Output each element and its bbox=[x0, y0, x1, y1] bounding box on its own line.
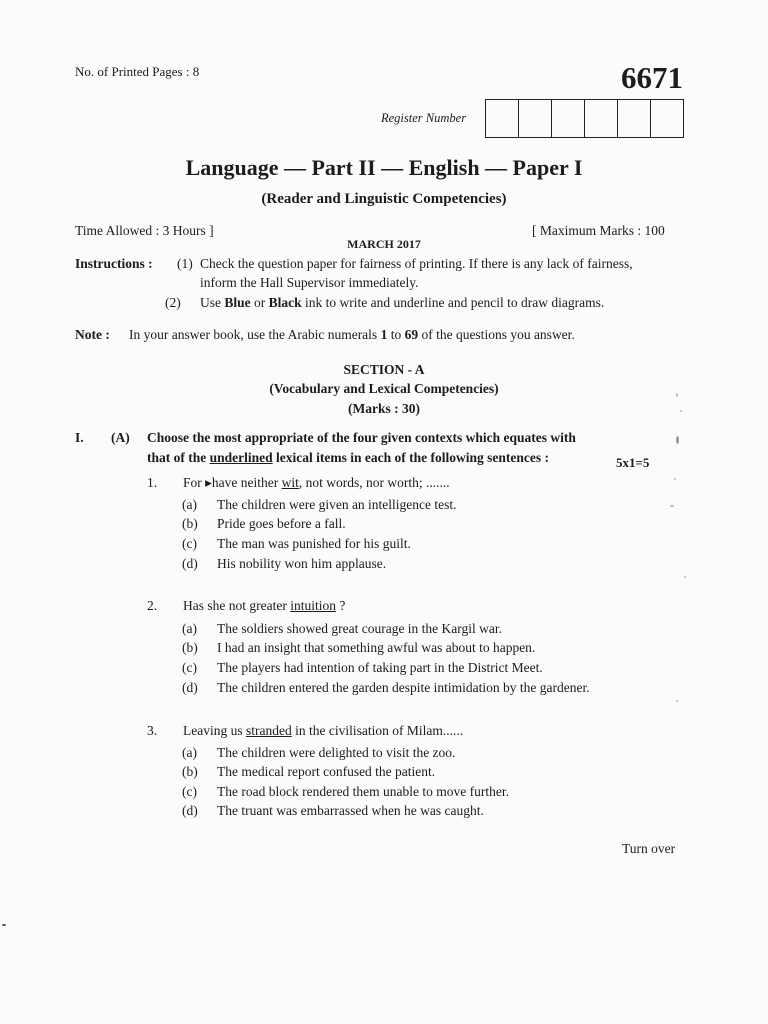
option-label: (a) bbox=[182, 621, 197, 636]
option-label: (b) bbox=[182, 764, 198, 779]
option-label: (c) bbox=[182, 784, 197, 799]
option-label: (d) bbox=[182, 803, 198, 818]
paper-subtitle: (Reader and Linguistic Competencies) bbox=[261, 191, 507, 207]
register-digit-box bbox=[617, 100, 650, 137]
register-number-label: Register Number bbox=[381, 111, 467, 125]
register-digit-box bbox=[650, 100, 683, 137]
register-digit-box bbox=[551, 100, 584, 137]
option-text: The children were given an intelligence test. bbox=[217, 497, 457, 512]
instruction-number: (2) bbox=[165, 295, 181, 310]
register-digit-box bbox=[584, 100, 617, 137]
paper-code: 6671 bbox=[621, 60, 683, 95]
question-marks: 5x1=5 bbox=[616, 455, 650, 470]
option-text: The players had intention of taking part in the District Meet. bbox=[217, 660, 543, 675]
item-stem: Has she not greater intuition ? bbox=[183, 598, 346, 613]
exam-month: MARCH 2017 bbox=[347, 237, 421, 251]
turn-over-label: Turn over bbox=[622, 841, 676, 856]
option-label: (d) bbox=[182, 680, 198, 695]
question-instruction-continued: that of the underlined lexical items in each of the following sentences : bbox=[147, 450, 549, 465]
option-label: (c) bbox=[182, 536, 197, 551]
register-number-boxes bbox=[485, 99, 684, 138]
option-text: The medical report confused the patient. bbox=[217, 764, 436, 779]
option-text: The children entered the garden despite intimidation by the gardener. bbox=[217, 680, 590, 695]
ink-color-blue: Blue bbox=[224, 295, 251, 310]
instructions-label: Instructions : bbox=[75, 256, 153, 271]
instruction-text: Check the question paper for fairness of printing. If there is any lack of fairness, bbox=[200, 256, 633, 271]
register-digit-box bbox=[486, 100, 518, 137]
paper-title: Language — Part II — English — Paper I bbox=[185, 155, 583, 180]
option-text: The soldiers showed great courage in the Kargil war. bbox=[217, 621, 503, 636]
option-label: (b) bbox=[182, 516, 198, 531]
note-text: In your answer book, use the Arabic numerals 1 to 69 of the questions you answer. bbox=[129, 327, 575, 342]
option-label: (d) bbox=[182, 556, 198, 571]
option-text: The children were delighted to visit the zoo. bbox=[217, 745, 456, 760]
section-marks: (Marks : 30) bbox=[348, 401, 420, 416]
question-part-label: (A) bbox=[111, 430, 130, 445]
option-text: The road block rendered them unable to move further. bbox=[217, 784, 510, 799]
option-label: (a) bbox=[182, 745, 197, 760]
instruction-text: Use Blue or Black ink to write and underline and pencil to draw diagrams. bbox=[200, 295, 605, 310]
section-title: SECTION - A bbox=[343, 362, 425, 377]
maximum-marks: [ Maximum Marks : 100 bbox=[532, 223, 665, 238]
note-label: Note : bbox=[75, 327, 110, 342]
instruction-number: (1) bbox=[177, 256, 193, 271]
printed-pages-count: No. of Printed Pages : 8 bbox=[75, 64, 200, 79]
item-stem: For ▸have neither wit, not words, nor worth; ....... bbox=[183, 475, 450, 490]
item-number: 2. bbox=[147, 598, 158, 613]
option-label: (a) bbox=[182, 497, 197, 512]
instruction-text-continued: inform the Hall Supervisor immediately. bbox=[200, 275, 419, 290]
question-instruction: Choose the most appropriate of the four given contexts which equates with bbox=[147, 430, 576, 445]
question-roman-number: I. bbox=[75, 430, 84, 445]
option-text: The truant was embarrassed when he was caught. bbox=[217, 803, 484, 818]
register-digit-box bbox=[518, 100, 551, 137]
option-text: Pride goes before a fall. bbox=[217, 516, 346, 531]
option-text: The man was punished for his guilt. bbox=[217, 536, 411, 551]
time-allowed: Time Allowed : 3 Hours ] bbox=[75, 223, 214, 238]
ink-color-black: Black bbox=[268, 295, 302, 310]
item-stem: Leaving us stranded in the civilisation of Milam...... bbox=[183, 723, 464, 738]
option-label: (b) bbox=[182, 640, 198, 655]
option-label: (c) bbox=[182, 660, 197, 675]
item-number: 1. bbox=[147, 475, 158, 490]
option-text: I had an insight that something awful was about to happen. bbox=[217, 640, 536, 655]
option-text: His nobility won him applause. bbox=[217, 556, 387, 571]
section-subtitle: (Vocabulary and Lexical Competencies) bbox=[269, 381, 499, 396]
item-number: 3. bbox=[147, 723, 158, 738]
